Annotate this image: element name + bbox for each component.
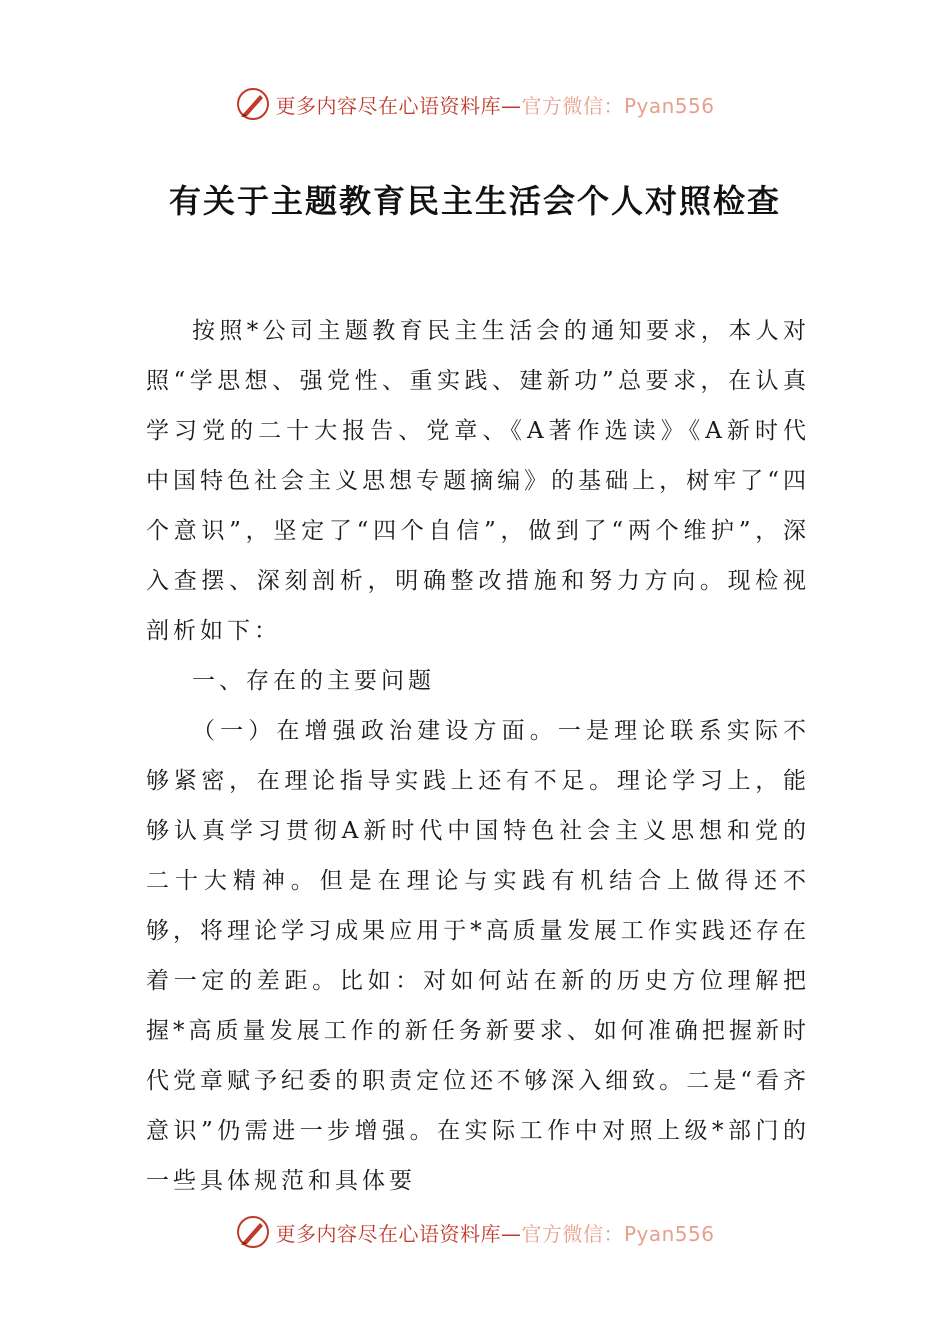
document-body xyxy=(146,306,810,1206)
banner-text: 更多内容尽在心语资料库—官方微信：Pyan556 xyxy=(275,1221,715,1246)
pen-logo-icon xyxy=(235,1214,271,1250)
intro-paragraph: 按照*公司主题教育民主生活会的通知要求，本人对照“学思想、强党性、重实践、建新功”总要求，在认真学习党的二十大报告、党章、《A著作选读》《A新时代中国特色社会主义思想专题摘编》的基础上，树牢了“四个意识”，坚定了“四个自信”，做到了“两个维护”，深入查摆、深刻剖析，明确整改措施和努力方向。现检视剖析如下： xyxy=(146,318,810,644)
pen-logo-icon xyxy=(235,86,271,122)
body-paragraph: （一）在增强政治建设方面。一是理论联系实际不够紧密，在理论指导实践上还有不足。理论学习上，能够认真学习贯彻A新时代中国特色社会主义思想和党的二十大精神。但是在理论与实践有机结合上做得还不够，将理论学习成果应用于*高质量发展工作实践还存在着一定的差距。比如：对如何站在新的历史方位理解把握*高质量发展工作的新任务新要求、如何准确把握新时代党章赋予纪委的职责定位还不够深入细致。二是“看齐意识”仍需进一步增强。在实际工作中对照上级*部门的一些具体规范和具体要 xyxy=(146,718,810,1194)
section-heading: 一、存在的主要问题 xyxy=(192,668,435,694)
header-watermark-banner xyxy=(0,84,950,124)
document-title: 有关于主题教育民主生活会个人对照检查 xyxy=(168,182,781,220)
footer-watermark-banner xyxy=(0,1212,950,1252)
banner-text: 更多内容尽在心语资料库—官方微信：Pyan556 xyxy=(275,93,715,118)
